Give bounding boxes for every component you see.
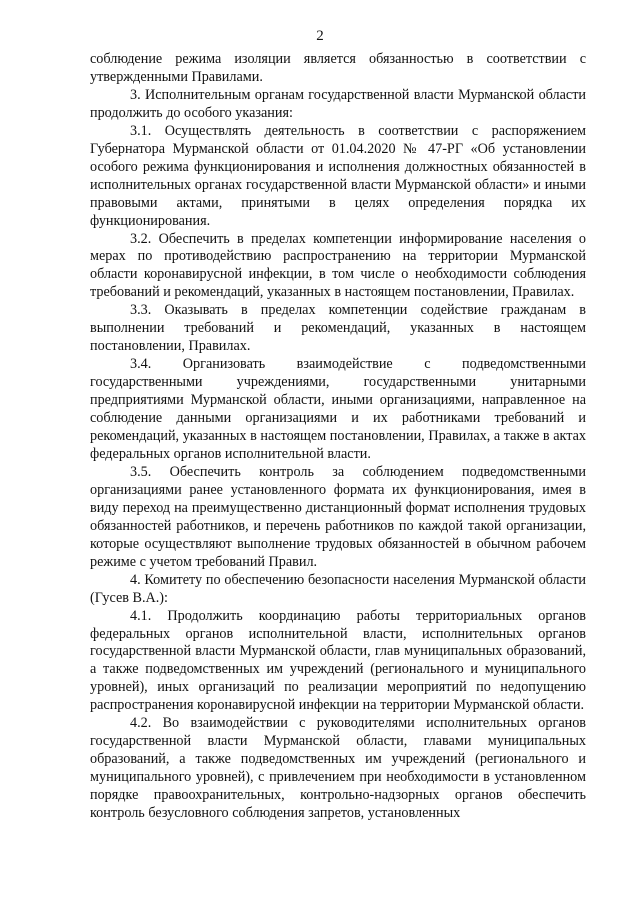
- paragraph-item-3: 3. Исполнительным органам государственной власти Мурманской области продолжить до особого указания:: [90, 86, 586, 121]
- paragraph-item-3-4: 3.4. Организовать взаимодействие с подведомственными государственными учреждениями, государственными унитарными предприятиями Мурманской области, иными организациями, направленное на соблюдение данными организациями и их работниками требований и рекомендаций, указанных в настоящем постановлении, Правилах, а также в актах федеральных органов исполнительной власти.: [90, 356, 586, 462]
- page-number: 2: [316, 28, 324, 44]
- paragraph-item-4: 4. Комитету по обеспечению безопасности населения Мурманской области (Гусев В.А.):: [90, 571, 586, 606]
- paragraph-item-3-5: 3.5. Обеспечить контроль за соблюдением подведомственными организациями ранее установленного формата их функционирования, имея в виду переход на преимущественно дистанционный формат исполнения трудовых обязанностей работников, и перечень работников по каждой такой организации, которые осуществляют выполнение трудовых обязанностей в обычном рабочем режиме с учетом требований Правил.: [90, 463, 586, 570]
- document-body: [90, 51, 586, 823]
- paragraph-item-3-1: 3.1. Осуществлять деятельность в соответствии с распоряжением Губернатора Мурманской области от 01.04.2020 № 47-РГ «Об установлении особого режима функционирования и исполнения должностных обязанностей в исполнительных органах государственной власти Мурманской области» и иными правовыми актами, принятыми в целях определения порядка их функционирования.: [90, 122, 586, 229]
- paragraph-item-4-1: 4.1. Продолжить координацию работы территориальных органов федеральных органов исполнительной власти, исполнительных органов государственной власти Мурманской области, глав муниципальных образований, а также подведомственных им учреждений (регионального и муниципального уровней), иных организаций по реализации мероприятий по недопущению распространения коронавирусной инфекции на территории Мурманской области.: [90, 607, 586, 714]
- paragraph-item-3-3: 3.3. Оказывать в пределах компетенции содействие гражданам в выполнении требований и рекомендаций, указанных в настоящем постановлении, Правилах.: [90, 302, 586, 355]
- paragraph-item-4-2: 4.2. Во взаимодействии с руководителями исполнительных органов государственной власти Мурманской области, главами муниципальных образований, а также подведомственных им учреждений (регионального и муниципального уровней), с привлечением при необходимости в установленном порядке правоохранительных, контрольно-надзорных органов обеспечить контроль безусловного соблюдения запретов, установленных: [90, 715, 586, 822]
- paragraph-continuation: соблюдение режима изоляции является обязанностью в соответствии с утвержденными Правилами.: [90, 51, 586, 85]
- paragraph-item-3-2: 3.2. Обеспечить в пределах компетенции информирование населения о мерах по противодействию распространению на территории Мурманской области коронавирусной инфекции, в том числе о необходимости соблюдения требований и рекомендаций, указанных в настоящем постановлении, Правилах.: [90, 230, 586, 301]
